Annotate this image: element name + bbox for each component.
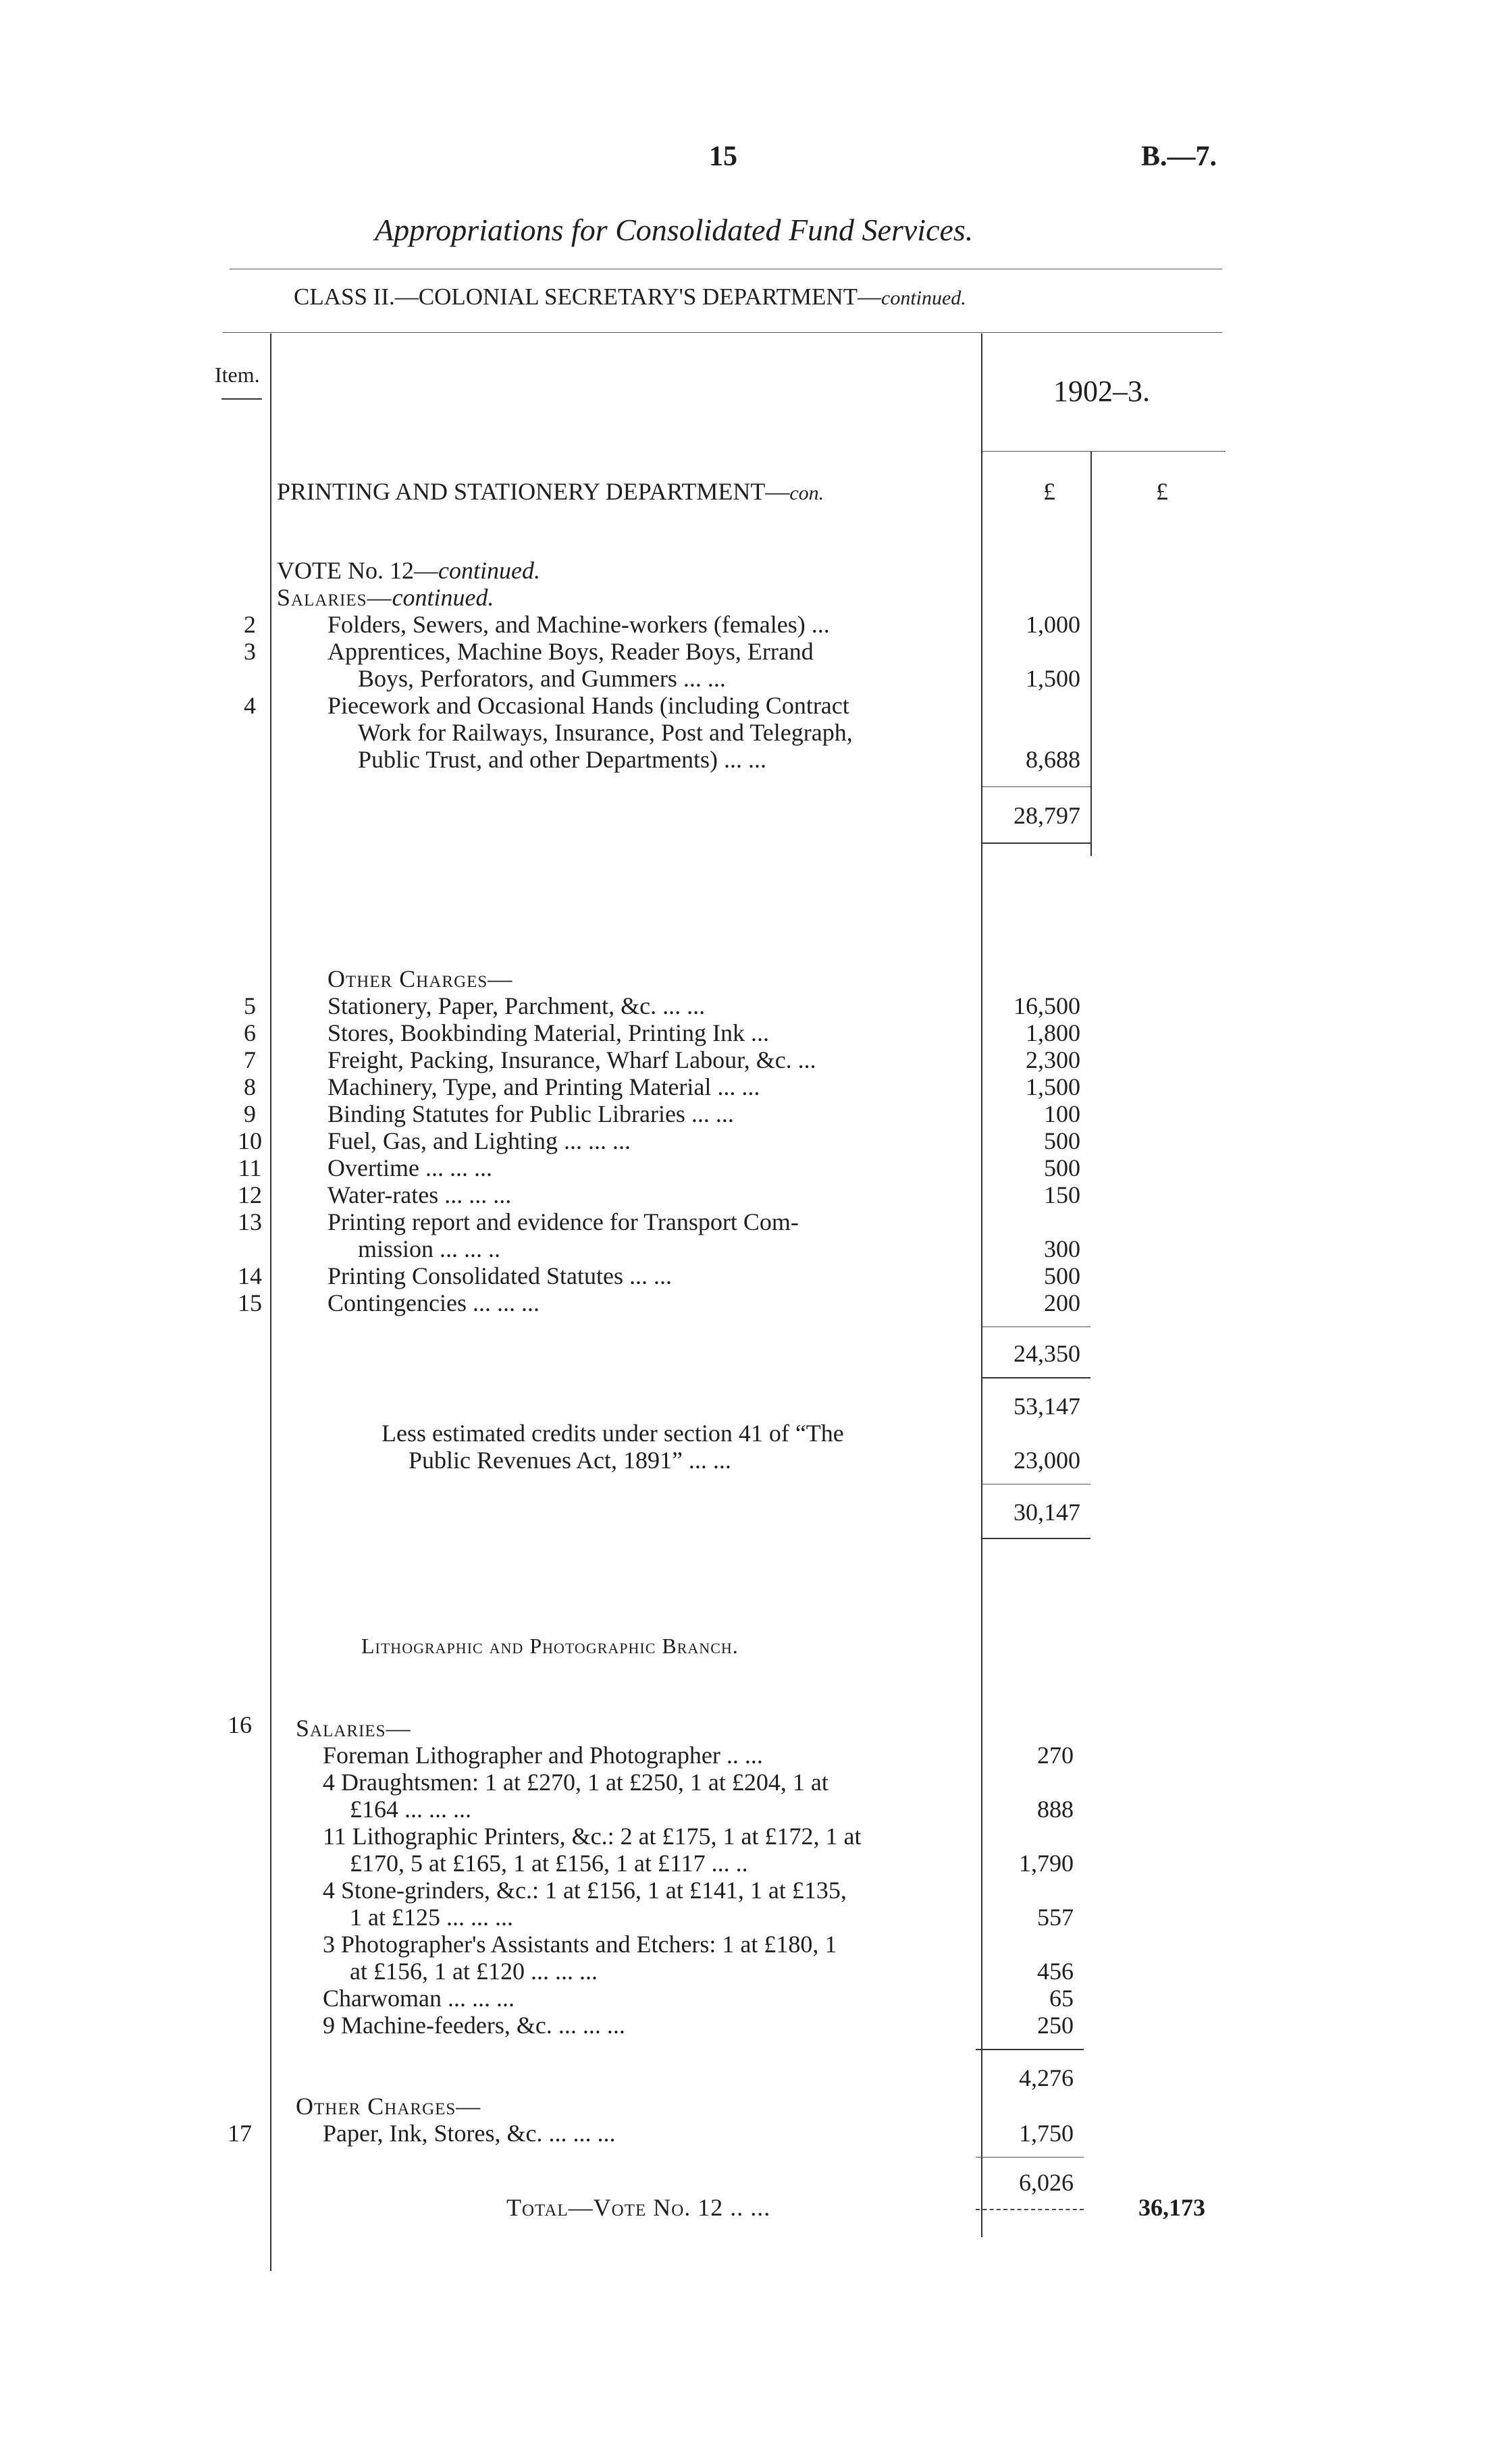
salaries-total: 28,797 [1014,802,1080,829]
class-rule [223,332,1222,333]
item-number: 8 [244,1073,256,1100]
charge-line: Printing report and evidence for Transport Com- [327,1208,799,1235]
subtotal-rule [982,1538,1090,1539]
litho-salary-line: £164 ... ... ... [350,1796,471,1823]
subtotal-rule [976,2049,1084,2050]
salaries-heading-continued: continued. [392,584,494,611]
charge-amount: 1,500 [1026,1073,1080,1100]
salary-amount: 1,500 [1026,665,1080,692]
less-credits-line: Less estimated credits under section 41 of “The [382,1420,844,1447]
item-number: 2 [244,611,256,638]
department-heading-main: PRINTING AND STATIONERY DEPARTMENT— [277,478,790,505]
litho-salary-line: £170, 5 at £165, 1 at £156, 1 at £117 ... .. [350,1850,748,1877]
litho-salary-line: Foreman Lithographer and Photographer .. ... [323,1742,763,1769]
grand-total-label: Total—Vote No. 12 .. ... [506,2194,771,2221]
charge-line: Stationery, Paper, Parchment, &c. ... ... [327,992,706,1019]
charge-amount: 200 [1044,1289,1080,1316]
charge-line: Contingencies ... ... ... [327,1289,540,1316]
charge-amount: 16,500 [1014,992,1080,1019]
salaries-heading-main: Salaries— [277,584,392,611]
salaries-heading [277,584,494,611]
charge-amount: 500 [1044,1154,1080,1181]
item-number: 5 [244,992,256,1019]
litho-salary-line: 4 Draughtsmen: 1 at £270, 1 at £250, 1 at £204, 1 at [323,1769,829,1796]
litho-salary-line: 11 Lithographic Printers, &c.: 2 at £175, 1 at £172, 1 at [323,1823,862,1850]
charge-line: mission ... ... .. [358,1235,501,1262]
subtotal-rule [976,2157,1084,2158]
charge-amount: 100 [1044,1100,1080,1127]
litho-salaries-heading: Salaries— [296,1715,411,1742]
litho-salary-line: Charwoman ... ... ... [323,1985,515,2012]
document-reference: B.—7. [1141,141,1217,172]
subtotal-column-rule [1090,451,1092,856]
page-number: 15 [709,141,737,172]
item-column-label: Item. [215,363,260,387]
net-total: 30,147 [1014,1499,1080,1526]
item-number: 17 [228,2120,252,2147]
salary-line: Boys, Perforators, and Gummers ... ... [358,665,726,692]
litho-other-line: Paper, Ink, Stores, &c. ... ... ... [323,2120,616,2147]
item-number: 3 [244,638,256,665]
other-charges-heading: Other Charges— [327,965,513,992]
charge-amount: 1,800 [1026,1019,1080,1046]
vote-heading-main: VOTE No. 12— [277,557,438,584]
charge-line: Binding Statutes for Public Libraries ... ... [327,1100,734,1127]
class-heading-main: CLASS II.—COLONIAL SECRETARY'S DEPARTMENT— [294,284,881,310]
litho-salary-amount: 888 [1037,1796,1074,1823]
page-title: Appropriations for Consolidated Fund Services. [375,213,974,247]
salary-line: Piecework and Occasional Hands (including Contract [327,692,849,719]
litho-branch-total: 6,026 [1019,2169,1074,2196]
vote-heading-continued: continued. [438,557,540,584]
litho-salaries-total: 4,276 [1019,2064,1074,2091]
subtotal-rule [982,786,1090,787]
salary-line: Apprentices, Machine Boys, Reader Boys, Errand [327,638,814,665]
charge-amount: 150 [1044,1181,1080,1208]
item-column-rule [270,333,271,2271]
pound-sign-column2: £ [1156,478,1168,505]
litho-salary-amount: 250 [1037,2012,1074,2039]
item-number: 14 [238,1262,262,1289]
less-credits-line: Public Revenues Act, 1891” ... ... [409,1447,731,1474]
salary-amount: 8,688 [1026,746,1080,773]
item-number: 7 [244,1046,256,1073]
year-label: 1902–3. [1053,375,1150,408]
litho-salary-line: 9 Machine-feeders, &c. ... ... ... [323,2012,625,2039]
charge-line: Stores, Bookbinding Material, Printing Ink ... [327,1019,769,1046]
item-number: 13 [238,1208,262,1235]
litho-other-charges-heading: Other Charges— [296,2093,481,2120]
item-number: 12 [238,1181,262,1208]
litho-salary-line: 3 Photographer's Assistants and Etchers: 1 at £180, 1 [323,1931,837,1958]
department-heading-con: con. [789,482,824,504]
charge-line: Water-rates ... ... ... [327,1181,512,1208]
subtotal-rule [982,842,1090,844]
litho-salary-line: 1 at £125 ... ... ... [350,1904,513,1931]
charge-amount: 2,300 [1026,1046,1080,1073]
department-heading [277,478,824,507]
pound-sign-column1: £ [1043,478,1055,505]
less-credits-amount: 23,000 [1014,1447,1080,1474]
salary-line: Folders, Sewers, and Machine-workers (females) ... [327,611,830,638]
litho-salary-amount: 456 [1037,1958,1074,1985]
litho-branch-heading: Lithographic and Photographic Branch. [361,1634,739,1658]
combined-total: 53,147 [1014,1393,1080,1420]
salary-amount: 1,000 [1026,611,1080,638]
salary-line: Work for Railways, Insurance, Post and Telegraph, [358,719,853,746]
item-number: 9 [244,1100,256,1127]
charge-line: Freight, Packing, Insurance, Wharf Labour, &c. ... [327,1046,816,1073]
item-number: 6 [244,1019,256,1046]
class-heading-continued: continued. [881,287,966,309]
charge-amount: 500 [1044,1127,1080,1154]
item-number: 15 [238,1289,262,1316]
litho-salary-amount: 65 [1049,1985,1074,2012]
item-number: 4 [244,692,256,719]
item-number: 16 [228,1711,252,1738]
charge-line: Overtime ... ... ... [327,1154,492,1181]
charge-line: Machinery, Type, and Printing Material ... ... [327,1073,760,1100]
charge-amount: 300 [1044,1235,1080,1262]
vote-heading [277,557,540,584]
litho-other-amount: 1,750 [1019,2120,1074,2147]
charge-amount: 500 [1044,1262,1080,1289]
grand-total-amount: 36,173 [1138,2194,1205,2221]
subtotal-rule [982,1377,1090,1378]
other-charges-total: 24,350 [1014,1340,1080,1367]
charge-line: Printing Consolidated Statutes ... ... [327,1262,672,1289]
total-dash-rule [976,2209,1084,2210]
class-heading [294,284,966,312]
litho-salary-amount: 557 [1037,1904,1074,1931]
litho-salary-amount: 270 [1037,1742,1074,1769]
charge-line: Fuel, Gas, and Lighting ... ... ... [327,1127,631,1154]
item-label-rule [221,398,262,400]
litho-salary-line: 4 Stone-grinders, &c.: 1 at £156, 1 at £141, 1 at £135, [323,1877,847,1904]
litho-salary-line: at £156, 1 at £120 ... ... ... [350,1958,598,1985]
year-rule [982,451,1226,452]
item-number: 10 [238,1127,262,1154]
salary-line: Public Trust, and other Departments) ... ... [358,746,766,773]
item-number: 11 [238,1154,262,1181]
litho-salary-amount: 1,790 [1019,1850,1074,1877]
